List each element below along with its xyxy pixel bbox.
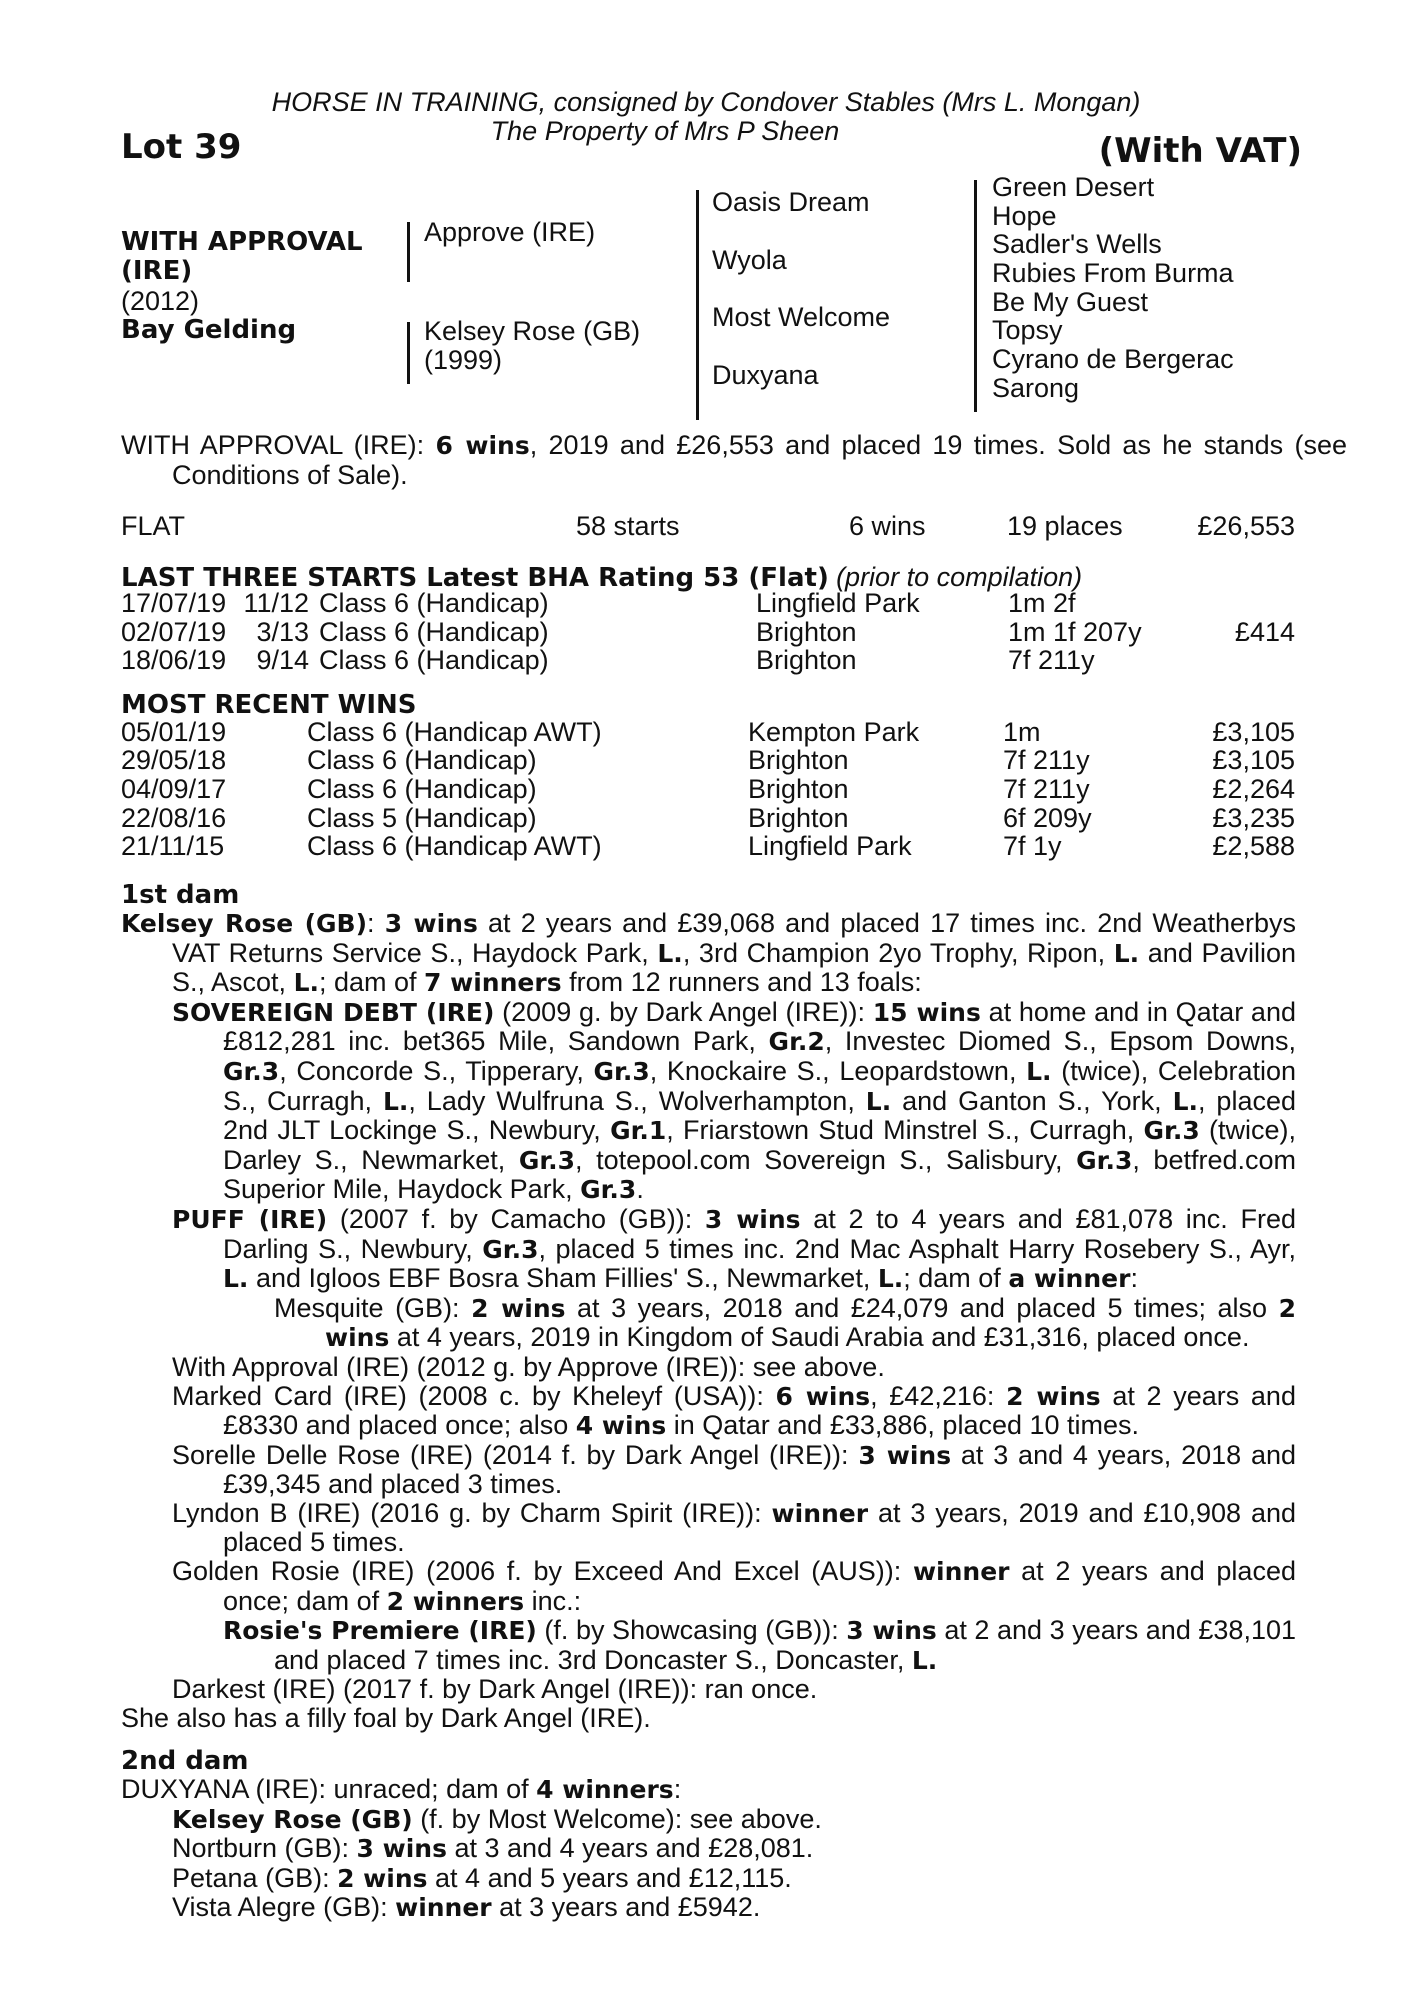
pedigree-gen3-3: Sadler's Wells	[992, 229, 1162, 259]
last-start-2-distance: 1m 1f 207y	[1008, 617, 1142, 647]
last-start-3-course: Brighton	[756, 645, 857, 675]
horse-year: (2012)	[121, 286, 200, 316]
win-4-course: Brighton	[748, 803, 849, 833]
pedigree-sire: Approve (IRE)	[424, 217, 596, 247]
consignment-line: HORSE IN TRAINING, consigned by Condover Stables (Mrs L. Mongan)	[271, 87, 1141, 117]
pedigree-gen2-2: Wyola	[712, 245, 787, 275]
flat-label: FLAT	[121, 511, 186, 541]
win-4-date: 22/08/16	[121, 803, 227, 833]
last-start-1-course: Lingfield Park	[756, 588, 920, 618]
last-start-2-course: Brighton	[756, 617, 857, 647]
first-dam-section	[121, 909, 1296, 1733]
flat-wins: 6 wins	[849, 511, 926, 541]
property-line: The Property of Mrs P Sheen	[490, 116, 840, 146]
flat-earnings: £26,553	[1197, 511, 1295, 541]
win-1-distance: 1m	[1003, 717, 1041, 747]
rosies-premiere-entry: Rosie's Premiere (IRE) (f. by Showcasing (GB)): 3 wins at 2 and 3 years and £38,101 and placed 7 times inc. 3rd Doncaster S., Doncaster, L.	[223, 1615, 1296, 1675]
win-2-prize: £3,105	[1212, 745, 1295, 775]
marked-card-entry: Marked Card (IRE) (2008 c. by Kheleyf (USA)): 6 wins, £42,216: 2 wins at 2 years and £8330 and placed once; also 4 wins in Qatar and £33,886, placed 10 times.	[172, 1380, 1296, 1441]
nortburn-entry: Nortburn (GB): 3 wins at 3 and 4 years and £28,081.	[172, 1833, 814, 1864]
pedigree-dam-year: (1999)	[424, 345, 503, 375]
first-dam-paragraph: Kelsey Rose (GB): 3 wins at 2 years and £39,068 and placed 17 times inc. 2nd Weatherbys VAT Returns Service S., Haydock Park, L., 3rd Champion 2yo Trophy, Ripon, L. and Pavilion S., Ascot, L.; dam of 7 winners from 12 runners and 13 foals:	[121, 908, 1297, 998]
pedigree-gen3-5: Be My Guest	[992, 287, 1149, 317]
win-4-prize: £3,235	[1212, 803, 1295, 833]
win-3-course: Brighton	[748, 774, 849, 804]
win-3-prize: £2,264	[1212, 774, 1295, 804]
pedigree-gen3-6: Topsy	[992, 315, 1063, 345]
filly-foal-note: She also has a filly foal by Dark Angel (IRE).	[121, 1703, 651, 1734]
flat-places: 19 places	[1007, 511, 1123, 541]
pedigree-gen3-7: Cyrano de Bergerac	[992, 344, 1234, 374]
win-4-distance: 6f 209y	[1003, 803, 1092, 833]
with-approval-entry: With Approval (IRE) (2012 g. by Approve (IRE)): see above.	[172, 1351, 885, 1382]
win-1-course: Kempton Park	[748, 717, 920, 747]
second-dam-heading: 2nd dam	[121, 1746, 249, 1776]
win-5-distance: 7f 1y	[1003, 831, 1062, 861]
last-start-2-prize: £414	[1234, 617, 1295, 647]
win-1-date: 05/01/19	[121, 717, 227, 747]
last-start-3-pos: 9/14	[256, 645, 309, 675]
pedigree-gen3-1: Green Desert	[992, 172, 1155, 202]
last-start-1-pos: 11/12	[243, 588, 309, 618]
kelsey-rose-entry: Kelsey Rose (GB) (f. by Most Welcome): see above.	[172, 1803, 822, 1834]
pedigree-gen2-4: Duxyana	[712, 360, 819, 390]
lot-number: Lot 39	[121, 127, 242, 167]
recent-wins-heading: MOST RECENT WINS	[121, 690, 417, 720]
win-3-race: Class 6 (Handicap)	[307, 774, 537, 804]
win-3-date: 04/09/17	[121, 774, 227, 804]
sorelle-delle-rose-entry: Sorelle Delle Rose (IRE) (2014 f. by Dark Angel (IRE)): 3 wins at 3 and 4 years, 2018 and £39,345 and placed 3 times.	[172, 1439, 1296, 1500]
puff-entry: PUFF (IRE) (2007 f. by Camacho (GB)): 3 wins at 2 to 4 years and £81,078 inc. Fred Darling S., Newbury, Gr.3, placed 5 times inc. 2nd Mac Asphalt Harry Rosebery S., Ayr, L. and Igloos EBF Bosra Sham Fillies' S., Newmarket, L.; dam of a winner:	[172, 1203, 1297, 1294]
second-dam-section	[121, 1775, 1296, 1923]
sovereign-debt-entry: SOVEREIGN DEBT (IRE) (2009 g. by Dark Angel (IRE)): 15 wins at home and in Qatar and £812,281 inc. bet365 Mile, Sandown Park, Gr.2, Investec Diomed S., Epsom Downs, Gr.3, Concorde S., Tipperary, Gr.3, Knockaire S., Leopardstown, L. (twice), Celebration S., Curragh, L., Lady Wulfruna S., Wolverhampton, L. and Ganton S., York, L., placed 2nd JLT Lockinge S., Newbury, Gr.1, Friarstown Stud Minstrel S., Curragh, Gr.3 (twice), Darley S., Newmarket, Gr.3, totepool.com Sovereign S., Salisbury, Gr.3, betfred.com Superior Mile, Haydock Park, Gr.3.	[172, 996, 1296, 1205]
last-three-heading: LAST THREE STARTS Latest BHA Rating 53 (Flat) (prior to compilation)	[121, 562, 1083, 593]
win-5-race: Class 6 (Handicap AWT)	[307, 831, 602, 861]
last-start-2-race: Class 6 (Handicap)	[319, 617, 549, 647]
lyndon-b-entry: Lyndon B (IRE) (2016 g. by Charm Spirit (IRE)): winner at 3 years, 2019 and £10,908 and placed 5 times.	[172, 1497, 1296, 1558]
pedigree-line-gen2	[696, 190, 699, 420]
pedigree-line-gen3	[974, 180, 977, 412]
darkest-entry: Darkest (IRE) (2017 f. by Dark Angel (IRE)): ran once.	[172, 1674, 818, 1705]
vat-label: (With VAT)	[1098, 131, 1302, 171]
vista-alegre-entry: Vista Alegre (GB): winner at 3 years and £5942.	[172, 1892, 761, 1923]
pedigree-gen3-4: Rubies From Burma	[992, 258, 1234, 288]
horse-name-line1: WITH APPROVAL	[121, 227, 363, 257]
last-start-2-date: 02/07/19	[121, 617, 227, 647]
last-start-1-distance: 1m 2f	[1008, 588, 1076, 618]
last-start-1-date: 17/07/19	[121, 588, 227, 618]
last-start-3-race: Class 6 (Handicap)	[319, 645, 549, 675]
win-1-race: Class 6 (Handicap AWT)	[307, 717, 602, 747]
win-5-date: 21/11/15	[121, 831, 225, 861]
win-4-race: Class 5 (Handicap)	[307, 803, 537, 833]
last-start-2-pos: 3/13	[256, 617, 309, 647]
win-2-date: 29/05/18	[121, 745, 227, 775]
pedigree-dam: Kelsey Rose (GB)	[424, 316, 641, 346]
pedigree-gen3-2: Hope	[992, 201, 1057, 231]
flat-starts: 58 starts	[576, 511, 680, 541]
horse-name-line2: (IRE)	[121, 256, 193, 286]
pedigree-line-dam	[407, 322, 410, 384]
win-1-prize: £3,105	[1212, 717, 1295, 747]
pedigree-gen2-3: Most Welcome	[712, 302, 891, 332]
win-2-distance: 7f 211y	[1003, 745, 1090, 775]
win-3-distance: 7f 211y	[1003, 774, 1090, 804]
last-start-1-race: Class 6 (Handicap)	[319, 588, 549, 618]
horse-sex-colour: Bay Gelding	[121, 315, 297, 345]
last-start-3-date: 18/06/19	[121, 645, 227, 675]
pedigree-gen3-8: Sarong	[992, 373, 1080, 403]
pedigree-gen2-1: Oasis Dream	[712, 187, 870, 217]
duxyana-entry: DUXYANA (IRE): unraced; dam of 4 winners:	[121, 1774, 682, 1804]
win-2-course: Brighton	[748, 745, 849, 775]
golden-rosie-entry: Golden Rosie (IRE) (2006 f. by Exceed And Excel (AUS)): winner at 2 years and placed once; dam of 2 winners inc.:	[172, 1556, 1296, 1616]
win-5-prize: £2,588	[1212, 831, 1295, 861]
win-2-race: Class 6 (Handicap)	[307, 745, 537, 775]
last-start-3-distance: 7f 211y	[1008, 645, 1095, 675]
petana-entry: Petana (GB): 2 wins at 4 and 5 years and £12,115.	[172, 1862, 792, 1893]
mesquite-entry: Mesquite (GB): 2 wins at 3 years, 2018 and £24,079 and placed 5 times; also 2 wins at 4 years, 2019 in Kingdom of Saudi Arabia and £31,316, placed once.	[274, 1292, 1296, 1353]
pedigree-line-sire	[407, 222, 410, 282]
racing-summary: WITH APPROVAL (IRE): 6 wins, 2019 and £26,553 and placed 19 times. Sold as he stands (see Conditions of Sale).	[121, 430, 1347, 490]
first-dam-heading: 1st dam	[121, 880, 240, 910]
win-5-course: Lingfield Park	[748, 831, 912, 861]
